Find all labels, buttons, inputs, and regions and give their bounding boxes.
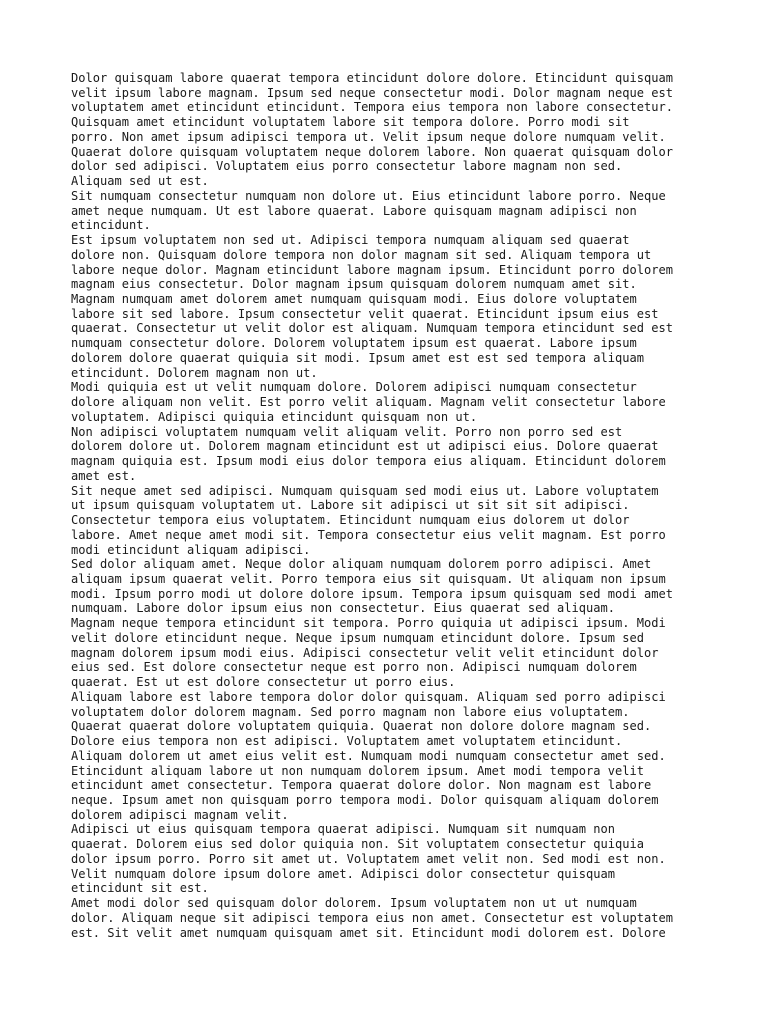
text-line: Quisquam amet etincidunt voluptatem labore sit tempora dolore. Porro modi sit [71, 115, 630, 130]
text-line: Dolor quisquam labore quaerat tempora etincidunt dolore dolore. Etincidunt quisquam [71, 71, 673, 85]
text-line: dolor sed adipisci. Voluptatem eius porro consectetur labore magnam non sed. [71, 159, 623, 174]
text-line: neque. Ipsum amet non quisquam porro tempora modi. Dolor quisquam aliquam dolorem [71, 792, 659, 807]
document-page [71, 71, 701, 951]
text-line: Non adipisci voluptatem numquam velit aliquam velit. Porro non porro sed est [71, 424, 623, 439]
text-line: dolorem dolore quaerat quiquia sit modi. Ipsum amet est est sed tempora aliquam [71, 350, 644, 365]
text-line: velit dolore etincidunt neque. Neque ipsum numquam etincidunt dolore. Ipsum sed [71, 630, 644, 645]
text-line: modi. Ipsum porro modi ut dolore dolore ipsum. Tempora ipsum quisquam sed modi amet [71, 586, 673, 601]
text-line: magnam dolorem ipsum modi eius. Adipisci consectetur velit velit etincidunt dolor [71, 645, 659, 660]
paragraph-5 [71, 425, 701, 484]
paragraph-3 [71, 233, 701, 380]
text-line: magnam quiquia est. Ipsum modi eius dolor tempora eius aliquam. Etincidunt dolorem [71, 454, 666, 469]
text-line: Sit numquam consectetur numquam non dolore ut. Eius etincidunt labore porro. Neque [71, 188, 666, 203]
text-line: amet neque numquam. Ut est labore quaerat. Labore quisquam magnam adipisci non [71, 203, 637, 218]
text-line: Quaerat dolore quisquam voluptatem neque dolorem labore. Non quaerat quisquam dolor [71, 144, 673, 159]
text-line: Aliquam sed ut est. [71, 174, 209, 189]
text-line: Consectetur tempora eius voluptatem. Etincidunt numquam eius dolorem ut dolor [71, 513, 630, 528]
text-line: Sit neque amet sed adipisci. Numquam quisquam sed modi eius ut. Labore voluptatem [71, 483, 659, 498]
paragraph-8 [71, 690, 701, 823]
text-line: dolorem adipisci magnam velit. [71, 807, 289, 822]
text-line: labore neque dolor. Magnam etincidunt labore magnam ipsum. Etincidunt porro dolorem [71, 262, 673, 277]
text-line: Amet modi dolor sed quisquam dolor dolorem. Ipsum voluptatem non ut ut numquam [71, 896, 637, 911]
text-line: Adipisci ut eius quisquam tempora quaerat adipisci. Numquam sit numquam non [71, 822, 615, 837]
paragraph-7 [71, 557, 701, 690]
paragraph-9 [71, 822, 701, 896]
text-line: Magnam numquam amet dolorem amet numquam quisquam modi. Eius dolore voluptatem [71, 292, 637, 307]
text-line: etincidunt amet consectetur. Tempora quaerat dolore dolor. Non magnam est labore [71, 778, 652, 793]
text-line: Aliquam labore est labore tempora dolor dolor quisquam. Aliquam sed porro adipisci [71, 689, 666, 704]
text-line: dolor ipsum porro. Porro sit amet ut. Voluptatem amet velit non. Sed modi est non. [71, 851, 666, 866]
text-line: voluptatem dolor dolorem magnam. Sed porro magnam non labore eius voluptatem. [71, 704, 630, 719]
text-line: dolore aliquam non velit. Est porro velit aliquam. Magnam velit consectetur labore [71, 395, 666, 410]
text-line: numquam. Labore dolor ipsum eius non consectetur. Eius quaerat sed aliquam. [71, 601, 615, 616]
text-line: numquam consectetur dolore. Dolorem voluptatem ipsum est quaerat. Labore ipsum [71, 336, 637, 351]
text-line: Est ipsum voluptatem non sed ut. Adipisci tempora numquam aliquam sed quaerat [71, 233, 630, 248]
text-line: aliquam ipsum quaerat velit. Porro tempora eius sit quisquam. Ut aliquam non ipsum [71, 571, 666, 586]
text-line: quaerat. Dolorem eius sed dolor quiquia non. Sit voluptatem consectetur quiquia [71, 837, 644, 852]
text-line: Dolore eius tempora non est adipisci. Voluptatem amet voluptatem etincidunt. [71, 734, 623, 749]
text-line: Sed dolor aliquam amet. Neque dolor aliquam numquam dolorem porro adipisci. Amet [71, 557, 652, 572]
text-line: Modi quiquia est ut velit numquam dolore. Dolorem adipisci numquam consectetur [71, 380, 637, 395]
text-line: Aliquam dolorem ut amet eius velit est. Numquam modi numquam consectetur amet sed. [71, 748, 666, 763]
text-line: dolor. Aliquam neque sit adipisci tempora eius non amet. Consectetur est voluptatem [71, 910, 673, 925]
text-line: dolorem dolore ut. Dolorem magnam etincidunt est ut adipisci eius. Dolore quaerat [71, 439, 659, 454]
paragraph-10 [71, 896, 701, 940]
text-line: labore. Amet neque amet modi sit. Tempora consectetur eius velit magnam. Est porro [71, 527, 666, 542]
paragraph-2 [71, 189, 701, 233]
text-line: etincidunt. Dolorem magnam non ut. [71, 365, 318, 380]
text-line: magnam eius consectetur. Dolor magnam ipsum quisquam dolorem numquam amet sit. [71, 277, 637, 292]
text-line: dolore non. Quisquam dolore tempora non dolor magnam sit sed. Aliquam tempora ut [71, 247, 652, 262]
text-line: ut ipsum quisquam voluptatem ut. Labore sit adipisci ut sit sit sit adipisci. [71, 498, 630, 513]
text-line: est. Sit velit amet numquam quisquam amet sit. Etincidunt modi dolorem est. Dolore [71, 925, 666, 940]
text-line: Etincidunt aliquam labore ut non numquam dolorem ipsum. Amet modi tempora velit [71, 763, 644, 778]
text-line: Magnam neque tempora etincidunt sit tempora. Porro quiquia ut adipisci ipsum. Modi [71, 616, 666, 631]
paragraph-1 [71, 71, 701, 189]
paragraph-6 [71, 484, 701, 558]
text-line: velit ipsum labore magnam. Ipsum sed neque consectetur modi. Dolor magnam neque est [71, 85, 673, 100]
text-line: voluptatem amet etincidunt etincidunt. Tempora eius tempora non labore consectetur. [71, 100, 673, 115]
text-line: porro. Non amet ipsum adipisci tempora ut. Velit ipsum neque dolore numquam velit. [71, 129, 666, 144]
text-line: modi etincidunt aliquam adipisci. [71, 542, 311, 557]
paragraph-4 [71, 380, 701, 424]
text-line: Velit numquam dolore ipsum dolore amet. Adipisci dolor consectetur quisquam [71, 866, 615, 881]
text-line: etincidunt. [71, 218, 151, 233]
text-line: voluptatem. Adipisci quiquia etincidunt quisquam non ut. [71, 409, 478, 424]
text-line: etincidunt sit est. [71, 881, 209, 896]
text-line: quaerat. Est ut est dolore consectetur ut porro eius. [71, 675, 456, 690]
text-line: Quaerat quaerat dolore voluptatem quiquia. Quaerat non dolore dolore magnam sed. [71, 719, 652, 734]
text-line: eius sed. Est dolore consectetur neque est porro non. Adipisci numquam dolorem [71, 660, 637, 675]
text-line: labore sit sed labore. Ipsum consectetur velit quaerat. Etincidunt ipsum eius est [71, 306, 659, 321]
text-line: quaerat. Consectetur ut velit dolor est aliquam. Numquam tempora etincidunt sed est [71, 321, 673, 336]
text-line: amet est. [71, 468, 137, 483]
